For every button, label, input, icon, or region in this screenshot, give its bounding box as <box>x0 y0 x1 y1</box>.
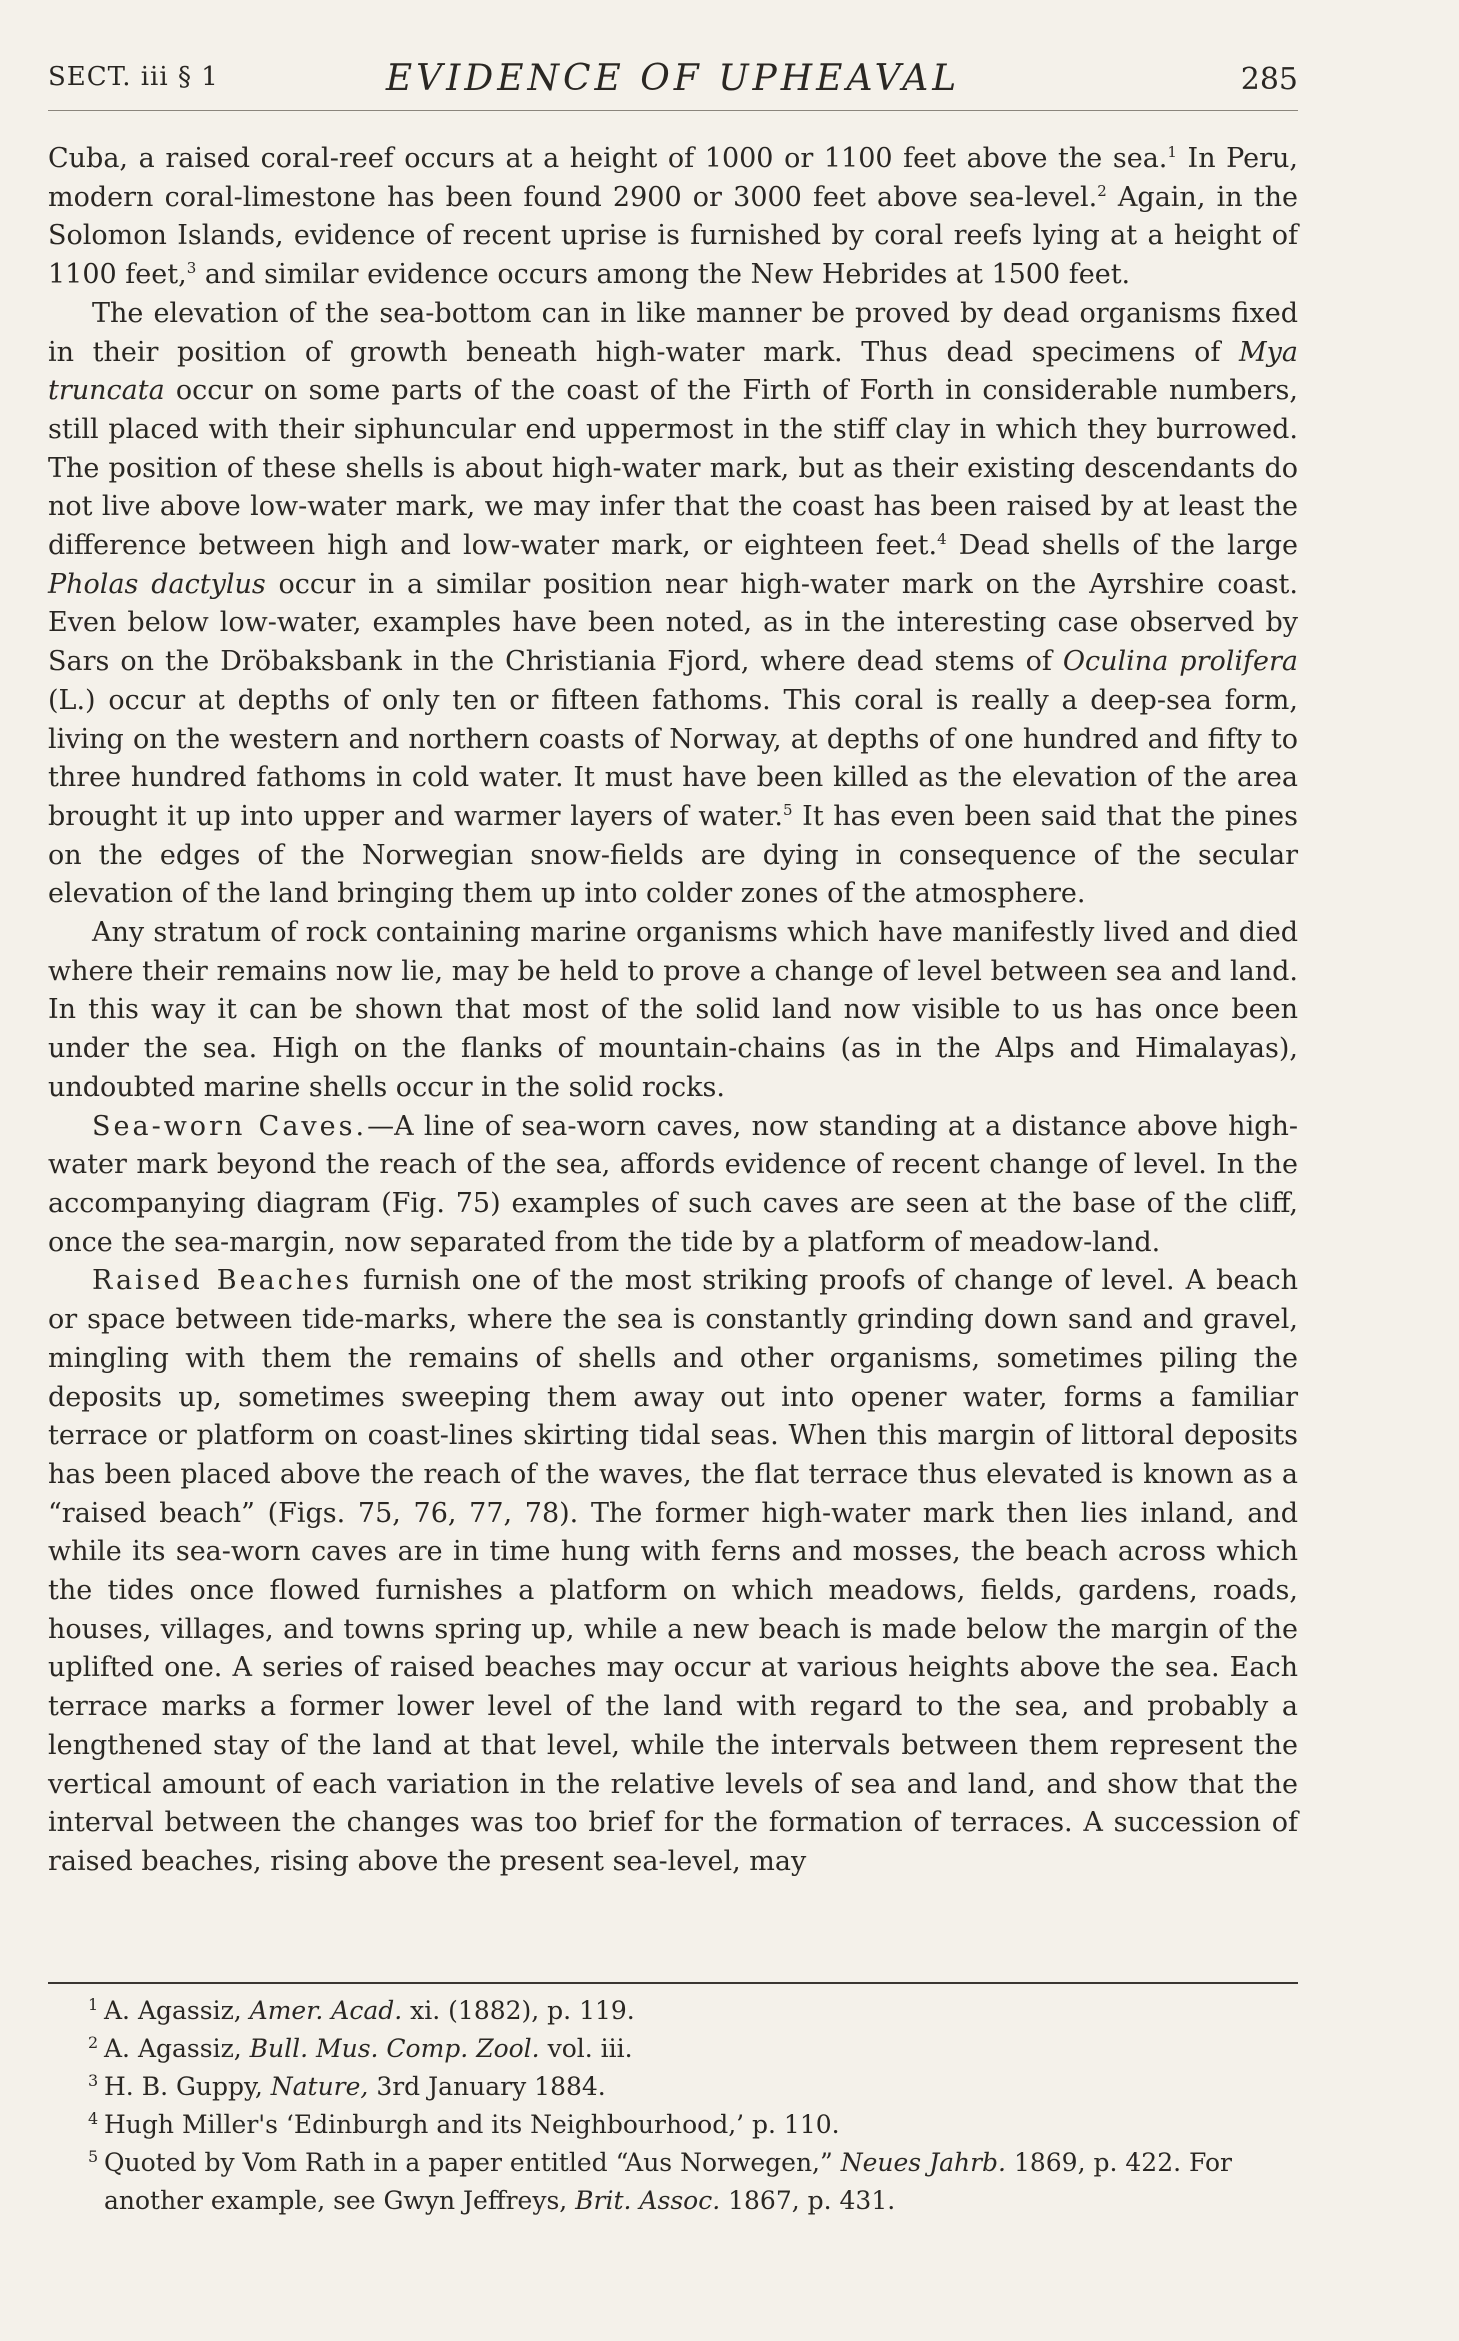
footnote-ref-4: 4 <box>937 530 947 549</box>
running-header <box>48 58 1298 108</box>
footnote-1: 1 A. Agassiz, Amer. Acad. xi. (1882), p. 119. <box>88 1995 635 2025</box>
footnote-2: 2 A. Agassiz, Bull. Mus. Comp. Zool. vol. iii. <box>88 2033 633 2063</box>
species-name: Oculina prolifera <box>1062 646 1299 678</box>
paragraph-3: Any stratum of rock containing marine organisms which have manifestly lived and died where their remains now lie, may be held to prove a change of level between sea and land. In this way it can be shown that most of the solid land now visible to us has once been under the sea. High on the flanks of mountain-chains (as in the Alps and Himalayas), undoubted marine shells occur in the solid rocks. <box>48 917 1298 1103</box>
page-title: EVIDENCE OF UPHEAVAL <box>385 58 961 99</box>
species-name: Pholas dactylus <box>48 568 266 600</box>
footnote-ref-1: 1 <box>1167 143 1177 161</box>
species-name: Mya truncata <box>48 336 1298 407</box>
paragraph-1: Cuba, a raised coral-reef occurs at a height of 1000 or 1100 feet above the sea.$^1$ In Peru, modern coral-limestone has been found 2900 or 3000 feet above sea-level.$^2$ Again, in the Solomon Islands, evidence of recent uprise is furnished by coral reefs lying at a height of 1100 feet,$^3$ and similar evidence occurs among the New Hebrides at 1500 feet. <box>48 143 1298 291</box>
body-text <box>48 140 1298 1882</box>
page-number: 285 <box>1240 62 1298 97</box>
footnotes <box>48 1992 1298 2220</box>
paragraph-4: Sea-worn Caves.—A line of sea-worn caves, now standing at a distance above high-water mark beyond the reach of the sea, affords evidence of recent change of level. In the accompanying diagram (Fig. 75) examples of such caves are seen at the base of the cliff, once the sea-margin, now separated from the tide by a platform of meadow-land. <box>48 1110 1298 1258</box>
footnote-ref-5: 5 <box>782 800 793 819</box>
footnote-5: 5 Quoted by Vom Rath in a paper entitled “Aus Norwegen,” Neues Jahrb. 1869, p. 422. For another example, see Gwyn Jeffreys, Brit. Assoc. 1867, p. 431. <box>88 2147 1232 2215</box>
paragraph-2: The elevation of the sea-bottom can in like manner be proved by dead organisms fixed in their position of growth beneath high-water mark. Thus dead specimens of Mya truncata occur on some parts of the coast of the Firth of Forth in considerable numbers, still placed with their siphuncular end uppermost in the stiff clay in which they burrowed. The position of these shells is about high-water mark, but as their existing descendants do not live above low-water mark, we may infer that the coast has been raised by at least the difference between high and low-water mark, or eighteen feet.$^4$ Dead shells of the large Pholas dactylus occur in a similar position near high-water mark on the Ayrshire coast. Even below low-water, examples have been noted, as in the interesting case observed by Sars on the Dröbaksbank in the Christiania Fjord, where dead stems of Oculina prolifera (L.) occur at depths of only ten or fifteen fathoms. This coral is really a deep-sea form, living on the western and northern coasts of Norway, at depths of one hundred and fifty to three hundred fathoms in cold water. It must have been killed as the elevation of the area brought it up into upper and warmer layers of water.$^5$ It has even been said that the pines on the edges of the Norwegian snow-fields are dying in consequence of the secular elevation of the land bringing them up into colder zones of the atmosphere. <box>48 297 1299 910</box>
section-label: SECT. iii § 1 <box>48 62 219 92</box>
footnote-ref-2: 2 <box>1097 181 1107 200</box>
footnote-rule <box>48 1982 1298 1984</box>
footnote-4: 4 Hugh Miller's ‘Edinburgh and its Neighbourhood,’ p. 110. <box>88 2109 840 2139</box>
header-rule <box>48 110 1298 111</box>
paragraph-5: Raised Beaches furnish one of the most striking proofs of change of level. A beach or space between tide-marks, where the sea is constantly grinding down sand and gravel, mingling with them the remains of shells and other organisms, sometimes piling the deposits up, sometimes sweeping them away out into opener water, forms a familiar terrace or platform on coast-lines skirting tidal seas. When this margin of littoral deposits has been placed above the reach of the waves, the flat terrace thus elevated is known as a “raised beach” (Figs. 75, 76, 77, 78). The former high-water mark then lies inland, and while its sea-worn caves are in time hung with ferns and mosses, the beach across which the tides once flowed furnishes a platform on which meadows, fields, gardens, roads, houses, villages, and towns spring up, while a new beach is made below the margin of the uplifted one. A series of raised beaches may occur at various heights above the sea. Each terrace marks a former lower level of the land with regard to the sea, and probably a lengthened stay of the land at that level, while the intervals between them represent the vertical amount of each variation in the relative levels of sea and land, and show that the interval between the changes was too brief for the formation of terraces. A succession of raised beaches, rising above the present sea-level, may <box>48 1265 1298 1877</box>
footnote-ref-3: 3 <box>186 259 197 278</box>
footnote-3: 3 H. B. Guppy, Nature, 3rd January 1884. <box>88 2071 606 2101</box>
section-heading: Sea-worn Caves. <box>92 1110 368 1142</box>
section-heading: Raised Beaches <box>92 1265 353 1297</box>
